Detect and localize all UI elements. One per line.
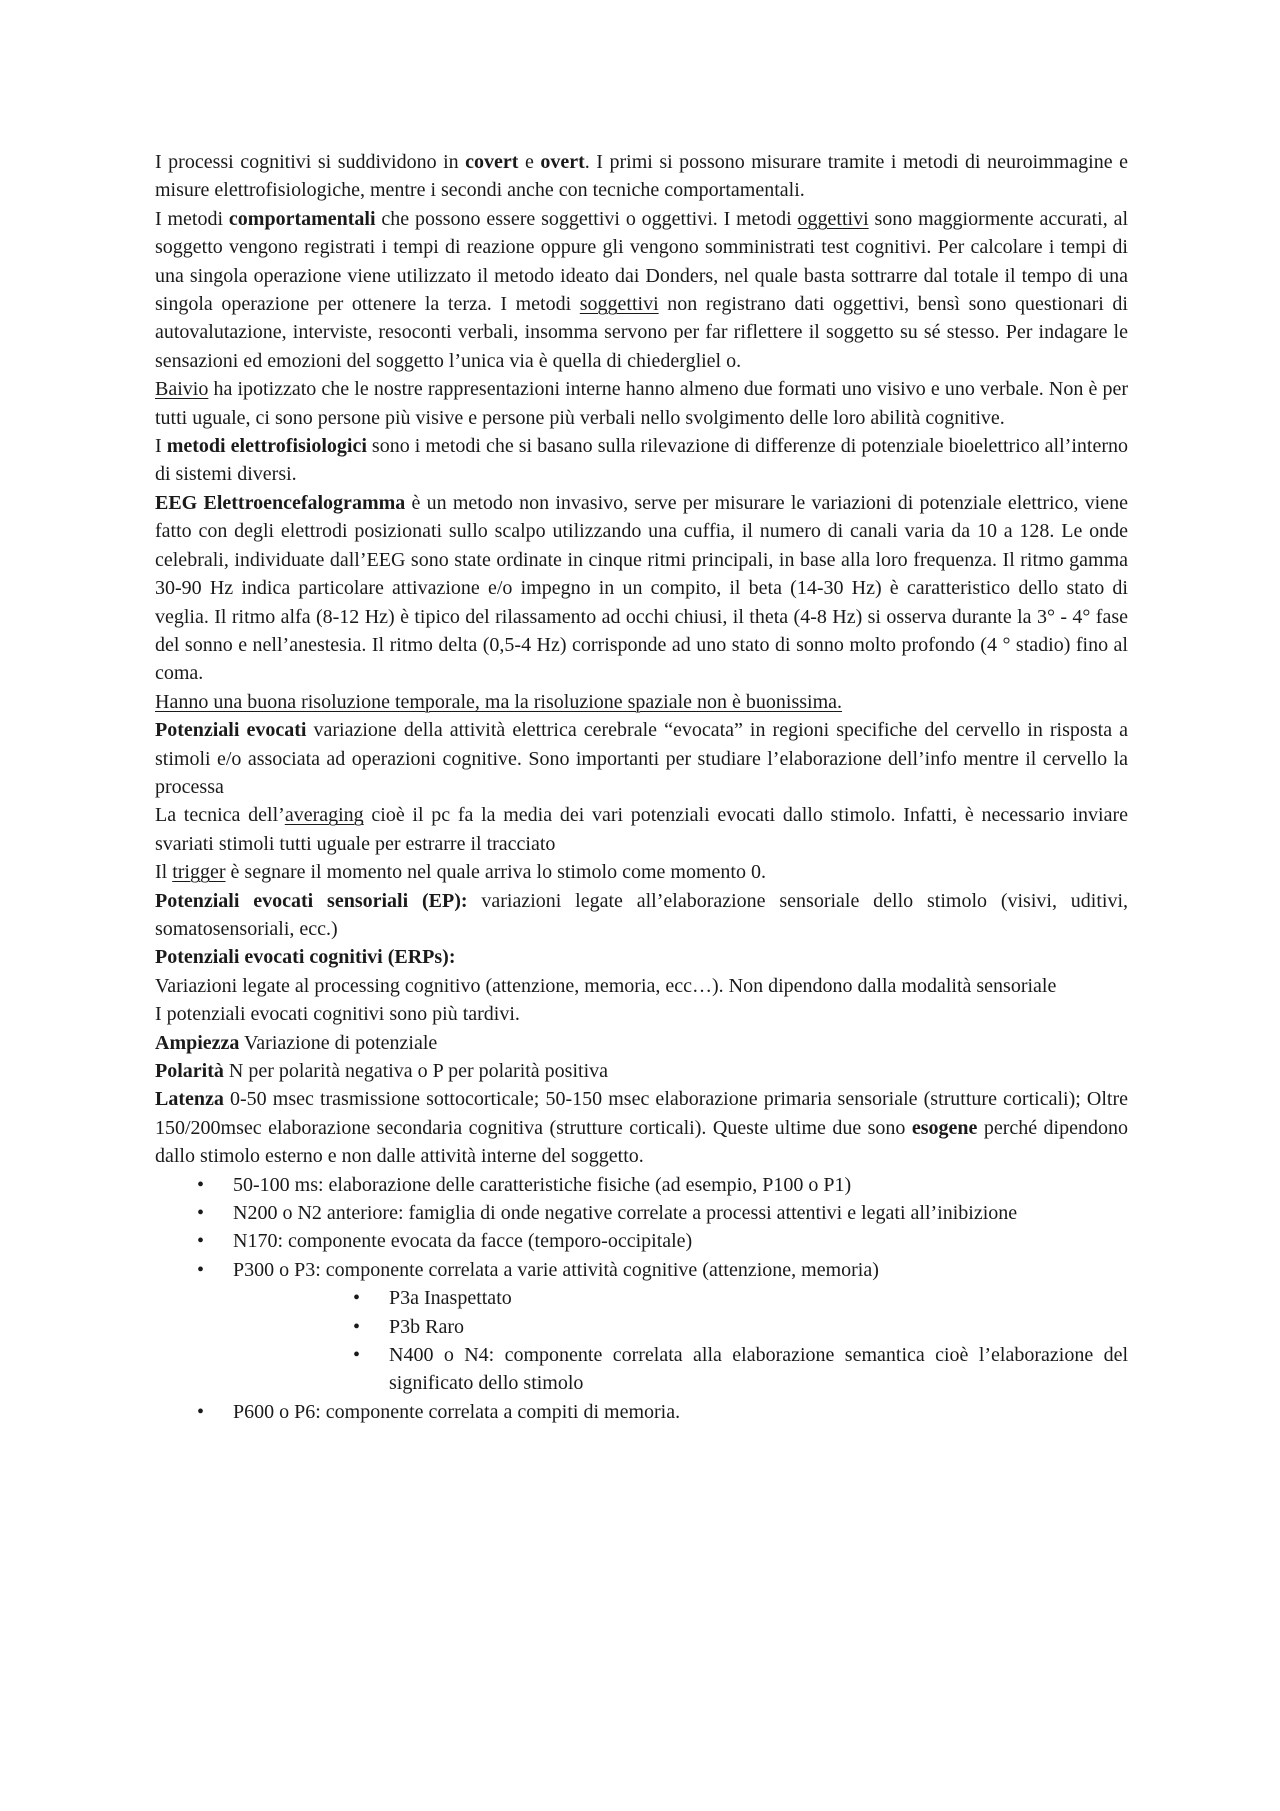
term-latenza: Latenza xyxy=(155,1088,224,1111)
term-ampiezza: Ampiezza xyxy=(155,1031,240,1054)
term-metodi-elettrofisiologici: metodi elettrofisiologici xyxy=(166,435,367,458)
underlined-risoluzione: Hanno una buona risoluzione temporale, ma la risoluzione spaziale non è buonissima. xyxy=(155,690,843,713)
term-averaging: averaging xyxy=(284,804,364,827)
paragraph-metodi-elettrofisiologici: I metodi elettrofisiologici sono i metodi che si basano sulla rilevazione di differenze di potenziale bioelettrico all’interno di sistemi diversi. xyxy=(155,435,1128,486)
term-oggettivi: oggettivi xyxy=(797,207,869,230)
paragraph-piu-tardivi: I potenziali evocati cognitivi sono più tardivi. xyxy=(155,1003,520,1026)
paragraph-potenziali-sensoriali: Potenziali evocati sensoriali (EP): variazioni legate all’elaborazione sensoriale dello stimolo (visivi, uditivi, somatosensoriali, ecc.) xyxy=(155,889,1129,940)
list-item: • N170: componente evocata da facce (temporo-occipitale) xyxy=(155,1227,1128,1255)
document-page xyxy=(155,148,1128,1426)
heading-potenziali-cognitivi: Potenziali evocati cognitivi (ERPs): xyxy=(155,946,456,969)
paragraph-processing-cognitivo: Variazioni legate al processing cognitivo (attenzione, memoria, ecc…). Non dipendono dalla modalità sensoriale xyxy=(155,974,1057,997)
component-list-end xyxy=(155,1398,1128,1426)
sublist-item: • P3b Raro xyxy=(155,1313,1128,1341)
term-overt: overt xyxy=(540,151,585,173)
term-baivio: Baivio xyxy=(155,378,209,401)
sublist-item: • N400 o N4: componente correlata alla elaborazione semantica cioè l’elaborazione del significato dello stimolo xyxy=(155,1341,1128,1398)
list-item: • P300 o P3: componente correlata a varie attività cognitive (attenzione, memoria) xyxy=(155,1256,1128,1284)
term-comportamentali: comportamentali xyxy=(228,207,376,230)
list-item: • P600 o P6: componente correlata a compiti di memoria. xyxy=(155,1398,1128,1426)
term-potenziali-sensoriali: Potenziali evocati sensoriali (EP): xyxy=(155,889,468,912)
paragraph-ampiezza: Ampiezza Variazione di potenziale xyxy=(155,1031,438,1054)
sublist-item: • P3a Inaspettato xyxy=(155,1284,1128,1312)
list-item: • 50-100 ms: elaborazione delle caratteristiche fisiche (ad esempio, P100 o P1) xyxy=(155,1171,1128,1199)
paragraph-risoluzione xyxy=(155,688,1128,716)
paragraph-potenziali-evocati: Potenziali evocati variazione della attività elettrica cerebrale “evocata” in regioni specifiche del cervello in risposta a stimoli e/o associata ad operazioni cognitive. Sono importanti per studiare l’elaborazione dell’info mentre il cervello la processa xyxy=(155,719,1129,798)
p300-sublist xyxy=(155,1284,1128,1398)
paragraph-trigger: Il trigger è segnare il momento nel quale arriva lo stimolo come momento 0. xyxy=(155,861,766,884)
term-potenziali-evocati: Potenziali evocati xyxy=(155,719,307,742)
term-soggettivi: soggettivi xyxy=(579,293,659,316)
component-list xyxy=(155,1171,1128,1285)
term-polarita: Polarità xyxy=(155,1060,224,1082)
paragraph-metodi-comportamentali: I metodi comportamentali che possono essere soggettivi o oggettivi. I metodi oggettivi sono maggiormente accurati, al soggetto vengono registrati i tempi di reazione oppure gli vengono somministrati test cognitivi. Per calcolare i tempi di una singola operazione viene utilizzato il metodo ideato dai Donders, nel quale basta sottrarre dal totale il tempo di una singola operazione per ottenere la terza. I metodi soggettivi non registrano dati oggettivi, bensì sono questionari di autovalutazione, interviste, resoconti verbali, insomma servono per far riflettere il soggetto su sé stesso. Per indagare le sensazioni ed emozioni del soggetto l’unica via è quella di chiedergliel o. xyxy=(155,207,1129,372)
paragraph-covert-overt: I processi cognitivi si suddividono in covert e overt. I primi si possono misurare tramite i metodi di neuroimmagine e misure elettrofisiologiche, mentre i secondi anche con tecniche comportamentali. xyxy=(155,151,1128,202)
paragraph-baivio: Baivio ha ipotizzato che le nostre rappresentazioni interne hanno almeno due formati uno visivo e uno verbale. Non è per tutti uguale, ci sono persone più visive e persone più verbali nello svolgimento delle loro abilità cognitive. xyxy=(155,378,1128,429)
term-covert: covert xyxy=(465,151,519,173)
term-esogene: esogene xyxy=(911,1116,978,1139)
paragraph-averaging: La tecnica dell’averaging cioè il pc fa la media dei vari potenziali evocati dallo stimolo. Infatti, è necessario inviare svariati stimoli tutti uguale per estrarre il tracciato xyxy=(155,804,1128,855)
list-item: • N200 o N2 anteriore: famiglia di onde negative correlate a processi attentivi e legati all’inibizione xyxy=(155,1199,1128,1227)
paragraph-eeg: EEG Elettroencefalogramma è un metodo non invasivo, serve per misurare le variazioni di potenziale elettrico, viene fatto con degli elettrodi posizionati sullo scalpo utilizzando una cuffia, il numero di canali varia da 10 a 128. Le onde celebrali, individuate dall’EEG sono state ordinate in cinque ritmi principali, in base alla loro frequenza. Il ritmo gamma 30-90 Hz indica particolare attivazione e/o impegno in un compito, il beta (14-30 Hz) è caratteristico dello stato di veglia. Il ritmo alfa (8-12 Hz) è tipico del rilassamento ad occhi chiusi, il theta (4-8 Hz) si osserva durante la 3° - 4° fase del sonno e nell’anestesia. Il ritmo delta (0,5-4 Hz) corrisponde ad uno stato di sonno molto profondo (4 ° stadio) fino al coma. xyxy=(155,491,1128,685)
paragraph-latenza: Latenza 0-50 msec trasmissione sottocorticale; 50-150 msec elaborazione primaria sensoriale (strutture corticali); Oltre 150/200msec elaborazione secondaria cognitiva (strutture corticali). Queste ultime due sono esogene perché dipendono dallo stimolo esterno e non dalle attività interne del soggetto. xyxy=(155,1088,1128,1168)
paragraph-polarita: Polarità N per polarità negativa o P per polarità positiva xyxy=(155,1060,609,1082)
term-trigger: trigger xyxy=(172,861,226,884)
term-eeg: EEG Elettroencefalogramma xyxy=(155,491,406,514)
